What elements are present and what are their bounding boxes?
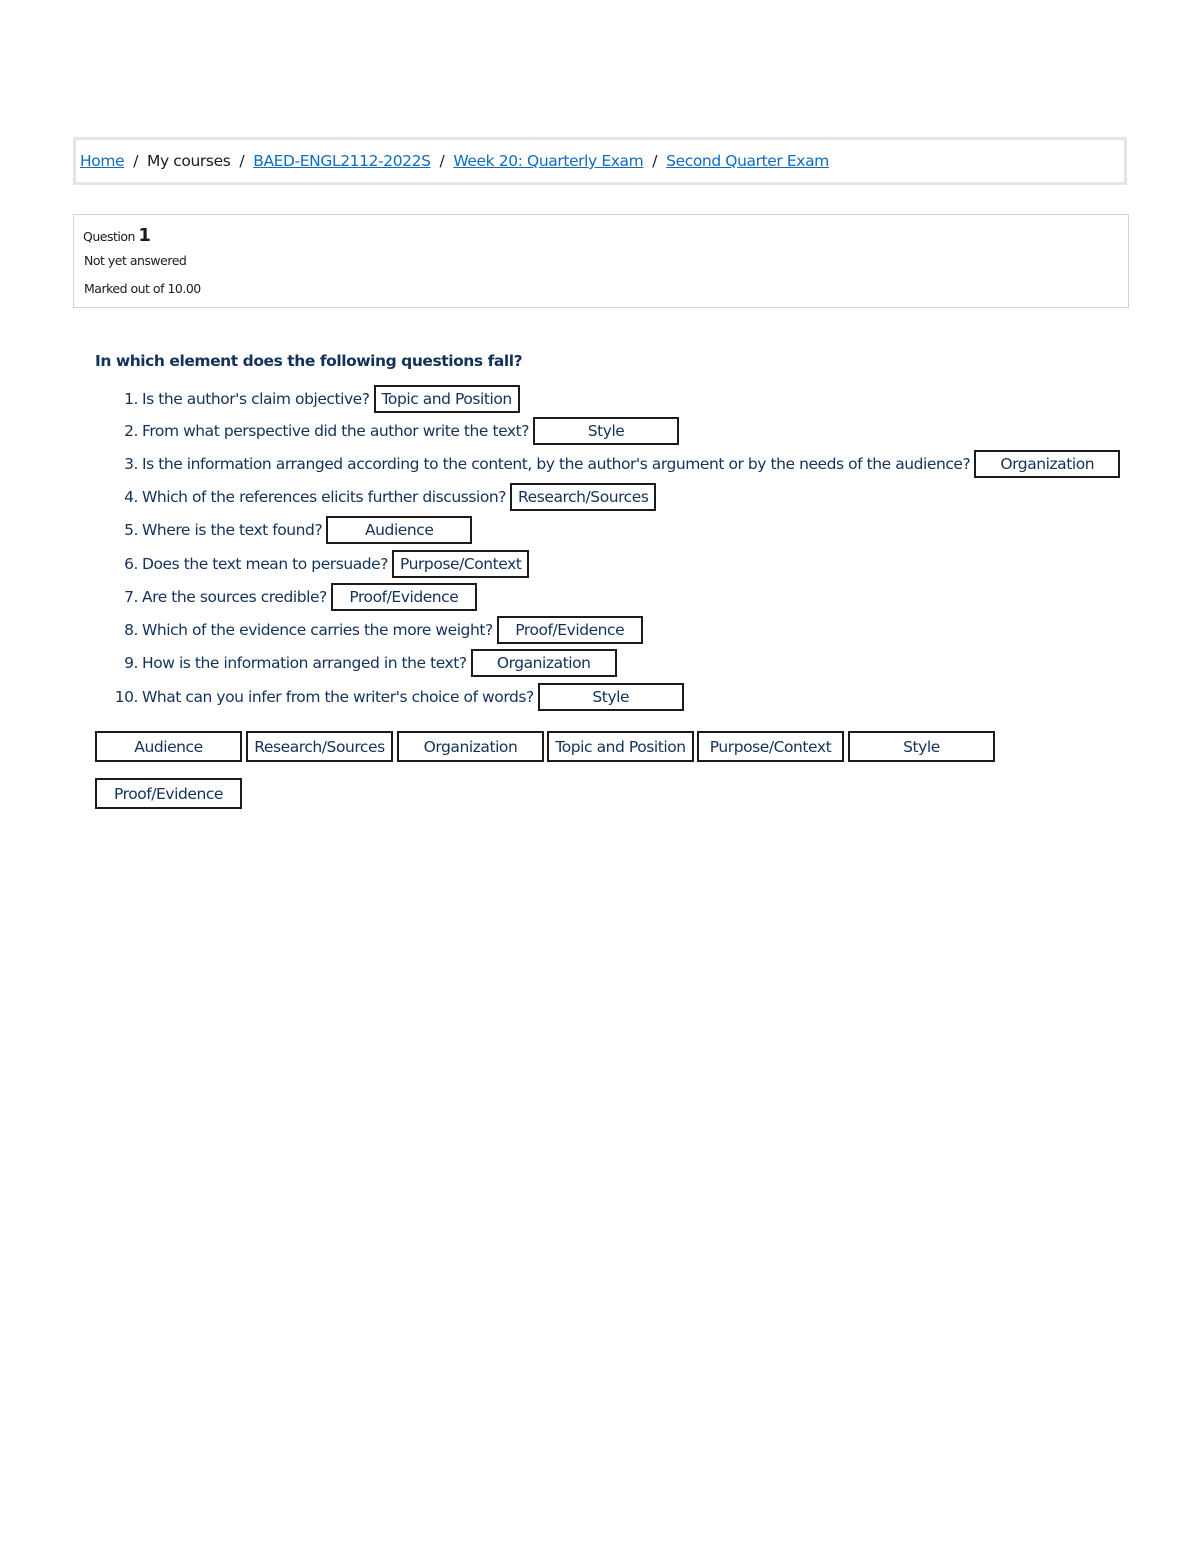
drop-zone[interactable]: Organization [471, 649, 617, 677]
drop-zone[interactable]: Purpose/Context [392, 550, 529, 578]
breadcrumb [73, 137, 1127, 185]
item-text: Are the sources credible? [142, 588, 327, 606]
list-item [114, 682, 684, 712]
list-item [114, 449, 1120, 479]
breadcrumb-week-link[interactable]: Week 20: Quarterly Exam [453, 152, 644, 170]
breadcrumb-my-courses: My courses [147, 152, 231, 170]
item-number: 8. [124, 621, 138, 639]
breadcrumb-home-link[interactable]: Home [80, 152, 125, 170]
drag-choice[interactable]: Proof/Evidence [95, 778, 242, 809]
item-number: 2. [124, 422, 138, 440]
list-item [114, 416, 679, 446]
item-text: Which of the references elicits further discussion? [142, 488, 507, 506]
item-number: 3. [124, 455, 138, 473]
item-number: 6. [124, 555, 138, 573]
breadcrumb-separator: / [239, 152, 245, 170]
question-label: Question [83, 229, 135, 244]
item-text: Does the text mean to persuade? [142, 555, 389, 573]
list-item [114, 615, 643, 645]
list-item [114, 482, 656, 512]
list-item [114, 515, 472, 545]
breadcrumb-separator: / [133, 152, 139, 170]
item-text: Is the information arranged according to the content, by the author's argument or by the needs of the audience? [142, 455, 971, 473]
drag-choice[interactable]: Topic and Position [547, 731, 694, 762]
breadcrumb-separator: / [652, 152, 658, 170]
drag-choice[interactable]: Organization [397, 731, 544, 762]
item-number: 9. [124, 654, 138, 672]
list-item [114, 582, 477, 612]
item-number: 1. [124, 390, 138, 408]
item-text: Where is the text found? [142, 521, 323, 539]
drop-zone[interactable]: Research/Sources [510, 483, 656, 511]
breadcrumb-separator: / [439, 152, 445, 170]
drop-zone[interactable]: Style [533, 417, 679, 445]
breadcrumb-course-link[interactable]: BAED-ENGL2112-2022S [253, 152, 431, 170]
item-text: Which of the evidence carries the more weight? [142, 621, 493, 639]
drop-zone[interactable]: Topic and Position [374, 385, 520, 413]
question-heading [83, 225, 151, 246]
drag-choice[interactable]: Audience [95, 731, 242, 762]
item-number: 7. [124, 588, 138, 606]
drag-choice[interactable]: Style [848, 731, 995, 762]
drag-choice[interactable]: Purpose/Context [697, 731, 844, 762]
item-text: How is the information arranged in the text? [142, 654, 467, 672]
question-number: 1 [138, 225, 151, 246]
drop-zone[interactable]: Proof/Evidence [331, 583, 477, 611]
question-prompt: In which element does the following questions fall? [95, 352, 523, 370]
list-item [114, 384, 520, 414]
drop-zone[interactable]: Proof/Evidence [497, 616, 643, 644]
drop-zone[interactable]: Organization [974, 450, 1120, 478]
item-number: 10. [114, 688, 138, 706]
question-grade: Marked out of 10.00 [84, 281, 201, 296]
item-number: 5. [124, 521, 138, 539]
question-state: Not yet answered [84, 253, 187, 268]
list-item [114, 549, 529, 579]
drop-zone[interactable]: Audience [326, 516, 472, 544]
drag-choice[interactable]: Research/Sources [246, 731, 393, 762]
item-text: Is the author's claim objective? [142, 390, 370, 408]
list-item [114, 648, 617, 678]
breadcrumb-exam-link[interactable]: Second Quarter Exam [666, 152, 829, 170]
item-text: What can you infer from the writer's choice of words? [142, 688, 534, 706]
item-number: 4. [124, 488, 138, 506]
item-text: From what perspective did the author write the text? [142, 422, 530, 440]
drop-zone[interactable]: Style [538, 683, 684, 711]
question-info-panel [73, 214, 1129, 308]
